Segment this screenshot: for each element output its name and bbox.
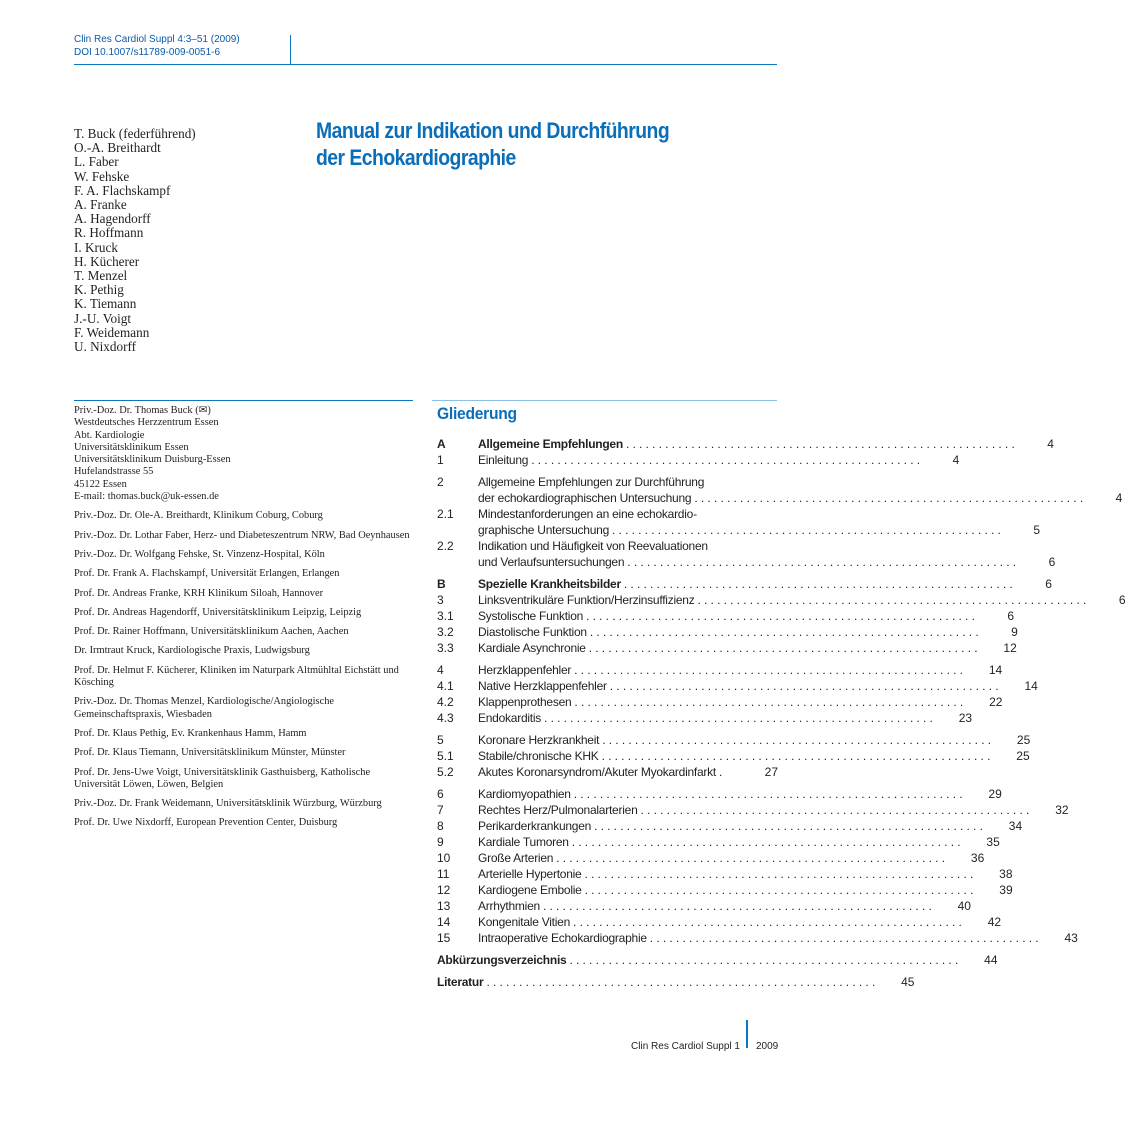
affiliation-item: Prof. Dr. Uwe Nixdorff, European Prevention Center, Duisburg [74, 817, 338, 829]
affiliation-item: Prof. Dr. Frank A. Flachskampf, Universität Erlangen, Erlangen [74, 568, 340, 580]
footer-journal: Clin Res Cardiol Suppl 1 [631, 1041, 740, 1052]
toc-entry[interactable] [437, 882, 1013, 898]
correspondence-address [74, 405, 414, 503]
author-name: H. Kücherer [74, 253, 140, 269]
toc-page-number: 32 [1055, 803, 1069, 817]
toc-number: 6 [437, 787, 444, 801]
correspondence-line: Universitätsklinikum Essen [74, 441, 189, 453]
toc-page-number: 27 [764, 765, 778, 779]
toc-number: 13 [437, 899, 451, 913]
toc-entry[interactable] [437, 452, 960, 468]
toc-page-number: 38 [999, 867, 1013, 881]
toc-page-number: 25 [1016, 733, 1031, 747]
toc-page-number: 23 [958, 711, 973, 725]
toc-title: Diastolische Funktion [478, 625, 587, 639]
toc-title: Einleitung [478, 453, 529, 467]
toc-number: 7 [437, 803, 444, 817]
title-line-2: der Echokardiographie [316, 145, 516, 170]
toc-page-number: 6 [1045, 577, 1052, 591]
toc-entry[interactable] [437, 818, 1023, 834]
toc-entry[interactable] [437, 678, 1038, 694]
title-line-1: Manual zur Indikation und Durchführung [316, 118, 670, 143]
header-divider [290, 35, 291, 65]
correspondence-email[interactable]: E-mail: thomas.buck@uk-essen.de [74, 491, 219, 503]
toc-leader-dots: ............................................................ [573, 915, 966, 929]
contents-rule [432, 400, 777, 401]
toc-leader-dots: ............................................................ [589, 625, 982, 639]
author-name: T. Menzel [74, 268, 128, 284]
affiliation-rule [74, 400, 413, 401]
toc-entry[interactable] [437, 930, 1078, 946]
toc-leader-dots: ............................................................ [486, 975, 879, 989]
toc-entry[interactable] [437, 952, 998, 968]
table-of-contents [437, 436, 1126, 990]
toc-number: 11 [437, 867, 450, 881]
toc-leader-dots: ............................................................ [571, 835, 964, 849]
toc-page-number: 5 [1033, 523, 1041, 537]
affiliation-item: Prof. Dr. Klaus Tiemann, Universitätsklinikum Münster, Münster [74, 747, 346, 759]
author-name: A. Franke [74, 197, 127, 213]
toc-number: 3.2 [437, 625, 454, 639]
toc-number: 2.2 [437, 539, 454, 553]
toc-entry[interactable] [437, 506, 778, 522]
correspondence-line: Priv.-Doz. Dr. Thomas Buck (✉) [74, 405, 211, 416]
toc-page-number: 14 [988, 663, 1003, 677]
toc-entry[interactable] [437, 850, 985, 866]
toc-entry[interactable] [437, 748, 1030, 764]
toc-number: 4 [437, 663, 444, 677]
author-name: U. Nixdorff [74, 339, 137, 355]
toc-page-number: 42 [987, 915, 1002, 929]
toc-entry[interactable] [437, 786, 1002, 802]
toc-title: Akutes Koronarsyndrom/Akuter Myokardinfarkt [478, 765, 717, 779]
toc-leader-dots: ............................................................ [586, 609, 979, 623]
toc-entry[interactable] [437, 662, 1003, 678]
toc-number: 2 [437, 475, 444, 489]
toc-page-number: 4 [1115, 491, 1123, 505]
toc-leader-dots: ............................................................ [594, 819, 987, 833]
toc-entry[interactable] [437, 834, 1000, 850]
doi: DOI 10.1007/s11789-009-0051-6 [74, 46, 221, 58]
author-name: A. Hagendorff [74, 211, 151, 227]
toc-page-number: 22 [989, 695, 1003, 709]
toc-number: 2.1 [437, 507, 454, 521]
toc-number: 5.1 [437, 749, 454, 763]
toc-entry[interactable] [437, 640, 1017, 656]
toc-title: Linksventrikuläre Funktion/Herzinsuffizienz [478, 593, 695, 607]
toc-number: 1 [437, 453, 444, 467]
toc-entry[interactable] [437, 974, 915, 990]
toc-entry[interactable] [437, 576, 1052, 592]
correspondence-line: 45122 Essen [74, 478, 127, 490]
toc-entry[interactable] [437, 436, 1054, 452]
toc-page-number: 35 [986, 835, 1000, 849]
toc-entry[interactable] [437, 538, 778, 554]
affiliation-item: Prof. Dr. Helmut F. Kücherer, Kliniken im Naturpark Altmühltal Eichstätt und Kösching [74, 664, 399, 689]
toc-page-number: 25 [1016, 749, 1030, 763]
author-name: L. Faber [74, 154, 119, 170]
affiliation-item: Prof. Dr. Jens-Uwe Voigt, Universitätsklinik Gasthuisberg, Katholische Universität Löwen, Löwen, Belgien [74, 766, 371, 790]
header-rule [74, 64, 777, 65]
toc-title: Kardiale Tumoren [478, 835, 569, 849]
toc-leader-dots: ............................................................ [649, 931, 1042, 945]
toc-title: Stabile/chronische KHK [478, 749, 599, 763]
toc-number: 9 [437, 835, 444, 849]
toc-entry[interactable] [437, 710, 973, 726]
toc-title: Systolische Funktion [478, 609, 584, 623]
affiliations [74, 405, 414, 837]
toc-page-number: 45 [901, 975, 915, 989]
toc-entry[interactable] [437, 624, 1018, 640]
toc-title: Arterielle Hypertonie [478, 867, 582, 881]
toc-title: Native Herzklappenfehler [478, 679, 607, 693]
affiliation-item: Priv.-Doz. Dr. Frank Weidemann, Universitätsklinik Würzburg, Würzburg [74, 798, 382, 810]
toc-leader-dots: ............................................................ [588, 641, 981, 655]
toc-page-number: 6 [1007, 609, 1015, 623]
toc-title: Kardiogene Embolie [478, 883, 582, 897]
toc-leader-dots: ............................................................ [602, 733, 995, 747]
toc-page-number: 36 [970, 851, 985, 865]
toc-title: Intraoperative Echokardiographie [478, 931, 647, 945]
author-name: K. Pethig [74, 282, 124, 298]
toc-page-number: 44 [984, 953, 998, 967]
toc-leader-dots: ............................................................ [627, 555, 1020, 569]
footer-divider [746, 1020, 748, 1048]
affiliation-item: Priv.-Doz. Dr. Ole-A. Breithardt, Klinikum Coburg, Coburg [74, 510, 323, 522]
toc-number: 4.1 [437, 679, 454, 693]
toc-entry[interactable] [437, 490, 1123, 506]
toc-number: 10 [437, 851, 451, 865]
affiliation-item: Prof. Dr. Andreas Hagendorff, Universitätsklinikum Leipzig, Leipzig [74, 606, 362, 618]
contents-heading: Gliederung [437, 404, 517, 423]
toc-number: A [437, 437, 446, 451]
toc-page-number: 34 [1008, 819, 1023, 833]
toc-leader-dots: ............................................................ [612, 523, 1005, 537]
toc-page-number: 4 [952, 453, 960, 467]
toc-leader-dots: ............................................................ [584, 883, 977, 897]
author-name: W. Fehske [74, 168, 130, 184]
toc-title: Mindestanforderungen an eine echokardio- [478, 507, 697, 521]
toc-leader-dots: ............................................................ [694, 491, 1087, 505]
toc-title: und Verlaufsuntersuchungen [478, 555, 625, 569]
toc-title: Klappenprothesen [478, 695, 572, 709]
toc-leader-dots: ............................................................ [569, 953, 962, 967]
toc-entry[interactable] [437, 764, 778, 780]
toc-number: 3.3 [437, 641, 454, 655]
toc-number: 12 [437, 883, 451, 897]
toc-page-number: 40 [957, 899, 971, 913]
toc-leader-dots: ............................................................ [601, 749, 994, 763]
toc-number: 14 [437, 915, 451, 929]
toc-leader-dots: ............................................................ [697, 593, 1090, 607]
toc-leader-dots: ............................................................ [574, 695, 967, 709]
affiliation-list [74, 510, 414, 829]
footer-year: 2009 [756, 1041, 779, 1052]
affiliation-item: Priv.-Doz. Dr. Thomas Menzel, Kardiologische/Angiologische Gemeinschaftspraxis, Wiesbaden [74, 696, 335, 720]
toc-title: Indikation und Häufigkeit von Reevaluationen [478, 539, 708, 553]
toc-leader-dots: ............................................................ [574, 663, 967, 677]
toc-leader-dots: ............................................................ [625, 437, 1018, 451]
toc-page-number: 9 [1011, 625, 1018, 639]
toc-leader-dots: ............................................................ [542, 899, 935, 913]
author-name: F. Weidemann [74, 324, 150, 340]
toc-title: Koronare Herzkrankheit [478, 733, 600, 747]
toc-entry[interactable] [437, 608, 1015, 624]
toc-entry[interactable] [437, 866, 1013, 882]
affiliation-item: Prof. Dr. Andreas Franke, KRH Klinikum Siloah, Hannover [74, 587, 324, 599]
toc-title: Kardiomyopathien [478, 787, 571, 801]
toc-page-number: 6 [1118, 593, 1126, 607]
author-name: I. Kruck [74, 239, 118, 255]
toc-leader-dots: ............................................................ [609, 679, 1002, 693]
toc-entry[interactable] [437, 914, 1002, 930]
article-title [316, 117, 721, 171]
correspondence-line: Westdeutsches Herzzentrum Essen [74, 417, 219, 429]
toc-entry[interactable] [437, 694, 1003, 710]
toc-title: Literatur [437, 975, 484, 989]
correspondence-line: Hufelandstrasse 55 [74, 466, 154, 478]
toc-leader-dots: ............................................................ [573, 787, 966, 801]
toc-number: B [437, 577, 446, 591]
toc-title: Herzklappenfehler [478, 663, 572, 677]
toc-title: Rechtes Herz/Pulmonalarterien [478, 803, 638, 817]
author-name: K. Tiemann [74, 296, 137, 312]
toc-page-number: 29 [988, 787, 1002, 801]
toc-entry[interactable] [437, 592, 1126, 608]
affiliation-item: Prof. Dr. Klaus Pethig, Ev. Krankenhaus Hamm, Hamm [74, 727, 307, 739]
correspondence-line: Universitätsklinikum Duisburg-Essen [74, 454, 231, 466]
affiliation-item: Dr. Irmtraut Kruck, Kardiologische Praxis, Ludwigsburg [74, 645, 310, 657]
toc-number: 15 [437, 931, 451, 945]
toc-title: der echokardiographischen Untersuchung [478, 491, 692, 505]
author-name: O.-A. Breithardt [74, 140, 161, 156]
toc-leader-dots: . [719, 765, 726, 779]
author-name: F. A. Flachskampf [74, 182, 171, 198]
toc-page-number: 39 [999, 883, 1013, 897]
toc-title: Allgemeine Empfehlungen zur Durchführung [478, 475, 705, 489]
toc-title: Große Arterien [478, 851, 554, 865]
toc-entry[interactable] [437, 474, 778, 490]
toc-title: Spezielle Krankheitsbilder [478, 577, 621, 591]
toc-title: Allgemeine Empfehlungen [478, 437, 623, 451]
correspondence-line: Abt. Kardiologie [74, 429, 145, 441]
toc-title: Arrhythmien [478, 899, 540, 913]
toc-leader-dots: ............................................................ [584, 867, 977, 881]
toc-title: Kongenitale Vitien [478, 915, 571, 929]
toc-page-number: 14 [1024, 679, 1038, 693]
toc-number: 4.2 [437, 695, 454, 709]
toc-entry[interactable] [437, 522, 1041, 538]
journal-header [74, 34, 240, 59]
toc-number: 3 [437, 593, 444, 607]
toc-leader-dots: ............................................................ [623, 577, 1016, 591]
author-list [74, 127, 196, 354]
affiliation-item: Prof. Dr. Rainer Hoffmann, Universitätsklinikum Aachen, Aachen [74, 626, 349, 638]
toc-page-number: 43 [1064, 931, 1078, 945]
affiliation-item: Priv.-Doz. Dr. Lothar Faber, Herz- und Diabeteszentrum NRW, Bad Oeynhausen [74, 529, 410, 541]
toc-entry[interactable] [437, 554, 1056, 570]
toc-entry[interactable] [437, 898, 971, 914]
toc-title: graphische Untersuchung [478, 523, 610, 537]
toc-title: Endokarditis [478, 711, 542, 725]
toc-leader-dots: ............................................................ [640, 803, 1033, 817]
toc-title: Perikarderkrankungen [478, 819, 592, 833]
toc-leader-dots: ............................................................ [544, 711, 937, 725]
author-name: T. Buck (federführend) [74, 126, 196, 141]
citation: Clin Res Cardiol Suppl 4:3–51 (2009) [74, 34, 240, 45]
toc-number: 8 [437, 819, 444, 833]
toc-page-number: 6 [1048, 555, 1056, 569]
toc-title: Kardiale Asynchronie [478, 641, 586, 655]
affiliation-item: Priv.-Doz. Dr. Wolfgang Fehske, St. Vinzenz-Hospital, Köln [74, 548, 325, 560]
author-name: J.-U. Voigt [74, 310, 132, 326]
toc-entry[interactable] [437, 732, 1031, 748]
toc-entry[interactable] [437, 802, 1069, 818]
toc-number: 5 [437, 733, 444, 747]
author-name: R. Hoffmann [74, 225, 144, 241]
toc-number: 5.2 [437, 765, 454, 779]
toc-title: Abkürzungsverzeichnis [437, 953, 567, 967]
toc-leader-dots: ............................................................ [531, 453, 924, 467]
toc-page-number: 4 [1047, 437, 1054, 451]
toc-page-number: 12 [1003, 641, 1017, 655]
toc-leader-dots: ............................................................ [556, 851, 949, 865]
toc-number: 4.3 [437, 711, 454, 725]
toc-number: 3.1 [437, 609, 454, 623]
